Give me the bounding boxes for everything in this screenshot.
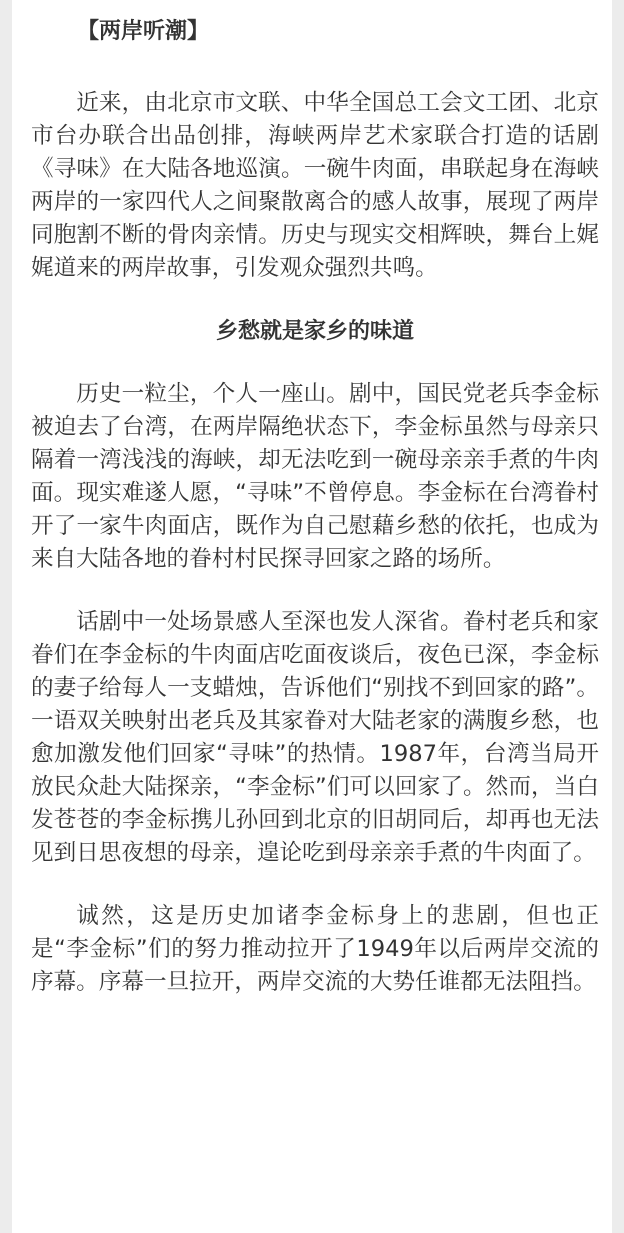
paragraph-3: 话剧中一处场景感人至深也发人深省。眷村老兵和家眷们在李金标的牛肉面店吃面夜谈后，夜色已深，李金标的妻子给每人一支蜡烛，告诉他们“别找不到回家的路”。一语双关映射出老兵及其家眷对大陆老家的满腹乡愁，也愈加激发他们回家“寻味”的热情。1987年，台湾当局开放民众赴大陆探亲，“李金标”们可以回家了。然而，当白发苍苍的李金标携儿孙回到北京的旧胡同后，却再也无法见到日思夜想的母亲，遑论吃到母亲亲手煮的牛肉面了。 <box>31 609 599 866</box>
section-tag: 【两岸听潮】 <box>77 19 210 44</box>
article-page <box>12 0 612 1233</box>
paragraph-4: 诚然，这是历史加诸李金标身上的悲剧，但也正是“李金标”们的努力推动拉开了1949年以后两岸交流的序幕。序幕一旦拉开，两岸交流的大势任谁都无法阻挡。 <box>31 903 599 995</box>
intro-paragraph: 近来，由北京市文联、中华全国总工会文工团、北京市台办联合出品创排，海峡两岸艺术家联合打造的话剧《寻味》在大陆各地巡演。一碗牛肉面，串联起身在海峡两岸的一家四代人之间聚散离合的感人故事，展现了两岸同胞割不断的骨肉亲情。历史与现实交相辉映，舞台上娓娓道来的两岸故事，引发观众强烈共鸣。 <box>31 90 599 281</box>
paragraph-2: 历史一粒尘，个人一座山。剧中，国民党老兵李金标被迫去了台湾，在两岸隔绝状态下，李金标虽然与母亲只隔着一湾浅浅的海峡，却无法吃到一碗母亲亲手煮的牛肉面。现实难遂人愿，“寻味”不曾停息。李金标在台湾眷村开了一家牛肉面店，既作为自己慰藉乡愁的依托，也成为来自大陆各地的眷村村民探寻回家之路的场所。 <box>31 381 599 572</box>
subheading: 乡愁就是家乡的味道 <box>215 319 414 344</box>
article-body <box>31 0 599 999</box>
